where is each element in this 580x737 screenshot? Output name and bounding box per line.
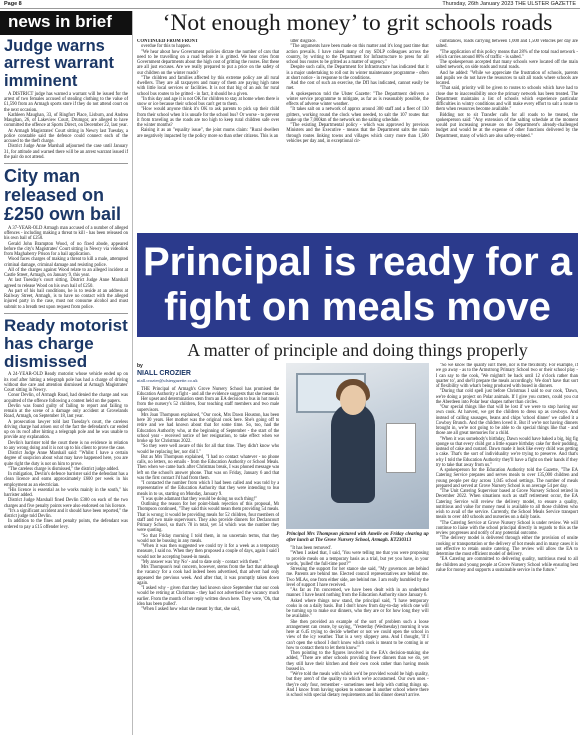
- main-story-paragraph: "When I asked that, I said, 'You were telling me that you were proposing to provide meals on a temporary basis as a trial, but yet you have, in your words, 'pulled' the full-time post?'": [286, 551, 429, 567]
- top-story-column: [436, 39, 578, 229]
- top-story-body: [137, 39, 578, 229]
- brief-paragraph: A 24-YEAR-OLD Ready motorist whose vehicle ended up on its roof after hitting a telegraph pole has had a charge of driving without due care and attention dismissed at Armagh Magistrates' Court sitting in Newry.: [4, 372, 128, 394]
- brief-paragraph: At last Tuesday's court sitting, District Judge Anne Marshall agreed to release Wood on his own bail of £250.: [4, 278, 128, 289]
- main-story-paragraph: But as Mrs Thompson explained, "I had no contact whatever - no phone calls, no letters, no emails - from the Education Authority or School Meals. Then when we came back after Christmas break, I was phoned message was left on the school's answer phone. That was on Friday, January 6 and that was the first contact I'd had from them.: [137, 454, 280, 481]
- brief-body: [0, 226, 132, 310]
- main-story-headline: [137, 233, 578, 337]
- reporter-email: niall.crozier@ulstergazette.co.uk: [137, 378, 198, 384]
- main-story-paragraph: Asked where things now stand, the principal said, "I have temporary cooks in on a daily basis. But I don't know from day-to-day which one will be turning up to make our dinners, who they are or for how long they will be available.": [286, 598, 429, 620]
- main-story-paragraph: Stressing the support for her stance she said, "My governors are behind me. Parents are behind me. Elected council representatives are behind me. Two MLAs, one from either side, are behind me. I am really humbled by the level of support I have received.: [286, 567, 429, 588]
- main-story-paragraph: "When it was somebody's birthday, Dawn would have baked a big, big fig sponge so that every child got a little square birthday cake for their pudding, instead of cake and custard. Dawn made it look like every child was getting a cake. That's the sort of individuality we're trying to preserve. And that's why I told the Education Authority they'll have a fight on their hands if they try to take that away from us.": [435, 436, 578, 468]
- top-story-paragraph: A spokesperson told the Ulster Gazette: "The Department delivers a winter service programme to mitigate, as far as is reasonably possible, the effects of adverse winter weather.: [286, 91, 429, 107]
- brief-paragraph: "His licence is essential as he works mainly in the south," his barrister added.: [4, 487, 128, 499]
- top-story-column: [286, 39, 428, 229]
- main-story-column: [286, 363, 428, 735]
- brief-paragraph: Gerald John Brampton Wood, of no fixed abode, appeared before the city's Magistrates' Court sitting in Newry via videolink from Maghaberry Prison for a bail application.: [4, 241, 128, 258]
- main-story-paragraph: A spokesperson for the Education Authority told the Gazette, "The EA Catering Service prepares and serves meals to over 135,000 children and young people per day across 1,045 school settings. The number of meals prepared and served at Grove Nursery School is on average 54 per day.: [435, 468, 578, 489]
- top-story-paragraph: "We hear about how Government policies dictate the number of cars that need to be travelling on a road before it is gritted. We hear cries from Government departments about the high cost of gritting the routes. But these are all just excuses. Are we really prepared to put a price on the safety of our children on the winter roads?: [137, 49, 280, 76]
- top-story-paragraph: And the cost of such an exercise, the DfI has indicated, cannot easily be met.: [286, 81, 429, 92]
- brief-paragraph: "It's a significant accident and it should have been reported," the district judge told Devlin.: [4, 508, 128, 520]
- main-story-paragraph: "During that cold spell just before Christmas I said to our cook, 'Dawn, we're doing a project on Polar animals. If I give you cutters, could you cut the Aberdeen into Polar bear shapes rather than circles.: [435, 389, 578, 405]
- brief-headline: Ready motorist has charge dismissed: [4, 315, 128, 371]
- main-story-paragraph: "The Unit Catering Supervisor based at Grove Nursery School retired in December 2022. When situations such as staff retirement occur, the EA Catering Service will review the delivery model, to ensure a quality, nutritious and value for money meal is available to all those children who wish to avail of the service. Currently, the School Meals Service transport meals to over 440 schools and nurseries on a daily basis.: [435, 489, 578, 521]
- main-story-paragraph: "We're told the meals with which we'd be provided would be high quality, but they aren't of the quality to which we're accustomed. Our own ones - they're only four, remember - sometimes need help with cutting things up. And I know from having spoken to someone in another school where there is school with special dietary requirements and his dinner doesn't arrive.: [286, 672, 429, 698]
- brief-paragraph: Wood faces charges of making a threat to kill a male, attempted criminal damage, criminal damage and resisting police.: [4, 257, 128, 268]
- section-label: news in brief: [0, 11, 132, 35]
- top-story-paragraph: "The existing Departmental policy - which was approved by previous Ministers and the Executive - means that the Department salts the main through routes linking towns and villages which carry more than 1,500 vehicles per day and, in exceptional cir-: [286, 123, 429, 144]
- main-story-paragraph: "So they were well aware of this for all that time. They didn't know who would be replacing her, nor did I.": [137, 444, 280, 455]
- main-story-paragraph: "It has been removed'.: [290, 546, 332, 551]
- top-story-paragraph: "It takes salt on a network of approx around 300 staff and a fleet of 130 gritters, working round the clock when needed, to salt the 107 routes that make up the 7,000km of the network on the salting schedule.: [286, 107, 429, 123]
- main-story-paragraph: Mrs Joan Thompson explained, "Our cook, Mrs Dawn Houston, has been here 30 years. Her mother was the original cook here. She's going off to retire and we had known about that for some time. So, too, had the Education Authority who, at the beginning of September - the start of the school year - received notice of her resignation, to take effect when we broke up for Christmas 2022.: [137, 412, 280, 444]
- top-story-paragraph: "The children and families affected by this extreme policy are all rural dwellers. They are all taxpayers and many of them are paying high rates with little local services or facilities. It is not that big of an ask for rural school bus routes to be gritted - in fact, it should be a given.: [137, 75, 280, 97]
- main-story-paragraph: Mrs Thompson's real concern, however, stems from the fact that although the vacancy for a cook had indeed been advertised, that advert had only appeared the previous week. And after that, it was promptly taken down again.: [137, 565, 280, 586]
- edition-date: Thursday, 26th January 2023 THE ULSTER GAZETTE: [442, 1, 576, 7]
- main-story-paragraph: "EA Catering are committed to delivering quality, nutritious meal to all the children and young people at Grove Nursery School while ensuring best value for money and supports a sustainable service in the future.": [435, 557, 578, 573]
- continued-label: CONTINUED FROM FRONT: [137, 39, 199, 44]
- main-story-headline-text: Principal is ready for a fight on meals move: [142, 240, 573, 329]
- main-story-paragraph: "So we know the quality isn't there, nor is the flexibility. For example, if we go away - as to the Armstrong Primary School two or their school play - I can say to the cook, 'We mightn't be back until 12 o'clock rather than quarter to', and she'll prepare the meals accordingly. We don't have that sort of flexibility with what's being produced with bused in dinners.: [435, 363, 578, 389]
- brief-headline: City man released on £250 own bail: [4, 166, 122, 224]
- byline-prefix: by: [137, 363, 143, 369]
- main-story-paragraph: "I contacted the number from which I had been called and was told by a representative of the Education Authority that they were intending to bus meals in to us, starting on Monday, January 9.: [137, 481, 280, 497]
- main-story-paragraph: "When it was then suggested we could try it for a week as a temporary measure, I said no. When they then proposed a couple of days, again I said I would not be accepting bused-in meals.: [137, 544, 280, 560]
- brief-paragraph: District Judge Anne Marshall adjourned the case until January 31, for attitude and warned there will be an arrest warrant issued if the pair do not attend.: [4, 144, 128, 160]
- brief-stories: [0, 35, 132, 530]
- main-story-paragraph: "I asked why - given that they had known since September that our cook would be retiring at Christmas - they had not advertised the vacancy much earlier. From the month of her reply written down here. They were, 'Oh, that idea has been pulled'.: [137, 586, 280, 607]
- brief-paragraph: Devlin's barrister told the court there is no evidence in relation to any wrong doing and it is not up to his client to prove the case.: [4, 440, 128, 451]
- news-in-brief-column: [0, 11, 133, 735]
- photo-fig: [331, 403, 375, 503]
- main-story-paragraph: "Our special things like that will be lost if we were to stop having our own cook. At harvest, we get the children to dress up as cowboys. And instead of calling sausages, beans and chips 'school dinner' we called it a Cowboy Brunch. And the children loved it. But if we're not having dinners brought in, we're not going to be able to do special things like that - and those are all great memories for a child.: [435, 405, 578, 437]
- top-story-headline: ‘Not enough money’ to grit schools roads: [162, 11, 553, 36]
- brief-paragraph: A 37-YEAR-OLD Armagh man accused of a number of alleged offences - including making a threat to kill - has been released on his own bail of £250.: [4, 225, 128, 242]
- brief-paragraph: At Armagh Magistrates' Court sitting in Newry last Tuesday, a police constable said the defence could connect each of the accused to the theft charge.: [4, 128, 128, 145]
- brief-paragraph: In addition to the fines and penalty points, the defendant was ordered to pay a £15 offender levy.: [4, 519, 128, 530]
- top-story-paragraph: Raising it as an "equality issue", the joint mums claim: "Rural dwellers are negatively impacted by the policy more so than other citizens. This is an: [137, 128, 280, 139]
- top-story-paragraph: Bidding not to sit Transfer calls for all roads to be treated, the spokesperson said: "Any extension of the salting schedule at the moment would put increasing pressure on the Department's already-challenged budget and would be at the expense of other functions delivered by the Department, many of which are also safety-related.": [435, 112, 578, 139]
- brief-body: [0, 92, 132, 160]
- brief-paragraph: District Judge Anne Marshall said: "Whilst I have a certain degree of suspicion about what may have happened here, you are quite right the duty is not on him to prove.: [4, 451, 128, 467]
- main-story-subhead: A matter of principle and doing things properly: [187, 340, 528, 360]
- main-story-paragraph: "As far as I'm concerned, we have been dealt with in an underhand manner. I have heard nothing from the Education Authority since January 6.: [286, 588, 429, 599]
- main-story-paragraph: She then provided an example of the sort of problem such a loose arrangement can create, by saying, "Yesterday (Wednesday) morning it was here at 6.45 trying to decide whether or not we could open the school in view of the icy weather. That is a very slippery area. And I thought, 'If I can't open the school I don't know which cook is meant to be coming in or how to contact them to let them know.'": [286, 619, 429, 651]
- page-number: Page 8: [4, 1, 22, 7]
- brief-paragraph: District Judge Marshall fined Devlin £300 on each of the two charges and five penalty points were also endorsed on his licence.: [4, 498, 128, 509]
- top-story-paragraph: "The application of this policy means that 28% of the total road network - which carries around 80% of traffic - is salted.": [435, 49, 578, 60]
- brief-headline: Judge warns arrest warrant imminent: [4, 37, 115, 90]
- main-story-paragraph: Then pointing to the figures involved in the EA's decision-making she added, "There are other schools providing fewer dinners than we do, yet they still have their kitchen and their own cook rather than having meals bussed in.: [286, 651, 429, 672]
- brief-paragraph: "The careless charge is dismissed," the district judge added.: [8, 466, 119, 472]
- main-story-paragraph: "I was quite adamant that they would be doing no such thing!": [141, 496, 258, 502]
- brief-body: [0, 372, 132, 530]
- top-story-column: [137, 39, 279, 229]
- main-story-paragraph: "When I asked how what she meant by that, she said,: [141, 607, 240, 612]
- brief-paragraph: A DISTRICT judge has warned a warrant will be issued for the arrest of two females accused of stealing clothing to the value of £1,590 from an Armagh sports store if they do not attend court on the next occasion.: [4, 91, 128, 113]
- top-story-paragraph: overdue for this to happen.: [141, 44, 191, 50]
- main-area: [137, 11, 578, 735]
- main-story-paragraph: "The Catering Service at Grove Nursery School is under review. We will continue to liaise with the school principal directly in regards to this as the review progresses and notify of any potential outcome.: [435, 520, 578, 536]
- main-story-paragraph: "The delivery model is delivered through either the provision of onsite cooking or transportation or the delivery of hot meals and in many cases it is not effective to retain onsite catering. The review will allow the EA to determine the most efficient model of delivery.: [435, 536, 578, 557]
- brief-paragraph: All of the charges against Wood relate to an alleged incident at Castle Street, Armagh, on January 9, this year.: [4, 267, 128, 279]
- main-story-paragraph: Outlining the reason for her point-blank rejection of this proposal, Mr Thompson continued, "They said this would mean them providing 54 meals. That is wrong; it would be providing meals for 52 children, four members of staff and two male supervisors. They also provide dinners for Declancourt Primary School, so that's 78 in total, yet 54 which was the number they were quoting.: [137, 502, 280, 534]
- reporter-name: NIALL CROZIER: [137, 370, 191, 378]
- top-story-paragraph: "That said, priority will be given to routes to schools which have had to close due to inaccessibility once the primary network has been treated. The Department maintains a list of schools which experience particular difficulties in wintry conditions and will make every effort to salt a route to them when resources become available.": [435, 86, 578, 113]
- brief-paragraph: A prosecution lawyer told last Tuesday's court, the careless driving charge had arisen out of the fact the defendant's car ended up on its roof after hitting a telegraph pole and he was unable to provide any explanation.: [4, 419, 128, 441]
- page-header: [0, 0, 580, 9]
- story-photo: [286, 363, 428, 529]
- photo-caption: Principal Mrs Thompson pictured with Amelie on Friday clearing up after lunch at The Grove Nursery School, Armagh. KT230313: [286, 532, 429, 543]
- main-story-body: [137, 363, 578, 735]
- main-story-paragraph: "My answer was 'my No' - and to date only - contact with them.": [141, 559, 262, 565]
- brief-paragraph: As part of his bail conditions, he is to reside at an address at Railway Street, Armagh, is to have no contact with the alleged injured party in the case, must not consume alcohol and must submit to a breath test upon request from police.: [4, 288, 128, 310]
- main-story-paragraph: Her upset and determination stem from an EA decision to bus in hot meals from the nursery's 52 children, four teaching staff members and two male supervisors.: [137, 397, 280, 413]
- top-story-paragraph: cumstances, roads carrying between 1,000 and 1,500 vehicles per day are salted.: [435, 39, 578, 50]
- top-story-paragraph: "The arguments have been made on this matter and it's long past time that action prevails. I have raised many of my SDLP colleagues across the country, by writing to the Department for Infrastructure to press for all school bus routes to be gritted as a matter of urgency.": [286, 44, 429, 65]
- top-story-paragraph: The spokesperson accepted that many schools were located off the main salted network, on side roads and rural roads.: [435, 60, 578, 71]
- brief-paragraph: Devlin was found guilty of failing to report and failing to remain at the scene of a damage only accident at Grovelands Road, Armagh, on September 18, last year.: [4, 403, 128, 420]
- main-story-paragraph: "So that Friday morning I told them, in no uncertain terms, that they would not be bussing in any meals.: [137, 533, 280, 544]
- top-story-paragraph: Despite such calls, the Department for Infrastructure has indicated that it is a major undertaking to roll out its winter maintenance programme - often at short notice - in response to the conditions.: [286, 65, 429, 81]
- top-story-paragraph: "In this day and age it is not OK for children to stay at home when there is snow or ice because their school bus can't get to them.: [137, 96, 280, 107]
- brief-paragraph: Kathleen Maughan, 33, of Ringfort Place, Lisburn, and Andrea Maughan, 26, of Lakeview Court, Drumgor, are alleged to have committed the offence at Sports Direct, on December 22, last year.: [4, 112, 128, 129]
- top-story-paragraph: "How would anyone think it's OK to ask parents to pick up their child from their school when it is unsafe for the school bus? Or worse - to prevent it from traveling as the roads are too high to keep rural children safe over the winter months?: [137, 107, 280, 128]
- main-story-column: [436, 363, 578, 735]
- brief-paragraph: In mitigation, Devlin's defence barrister said the defendant has a clean licence and earns approximately £600 per week in his employment as an electrician.: [4, 472, 128, 488]
- top-story-paragraph: utter disgrace.: [290, 39, 317, 44]
- photo-sign: [386, 423, 416, 473]
- main-story-paragraph: THE Principal of Armagh's Grove Nursery School has promised the Education Authority a fight - and all the evidence suggests that she means it.: [137, 386, 280, 397]
- brief-paragraph: Conor Devlin, of Armagh Road, had denied the charge and was acquitted of the offence following a contest held on the papers.: [4, 393, 128, 404]
- top-story-paragraph: And he added: "While we appreciate the frustration of schools, parents and pupils we do not have the resources to salt all roads where schools are located.: [435, 70, 578, 86]
- main-story-column: [137, 363, 279, 735]
